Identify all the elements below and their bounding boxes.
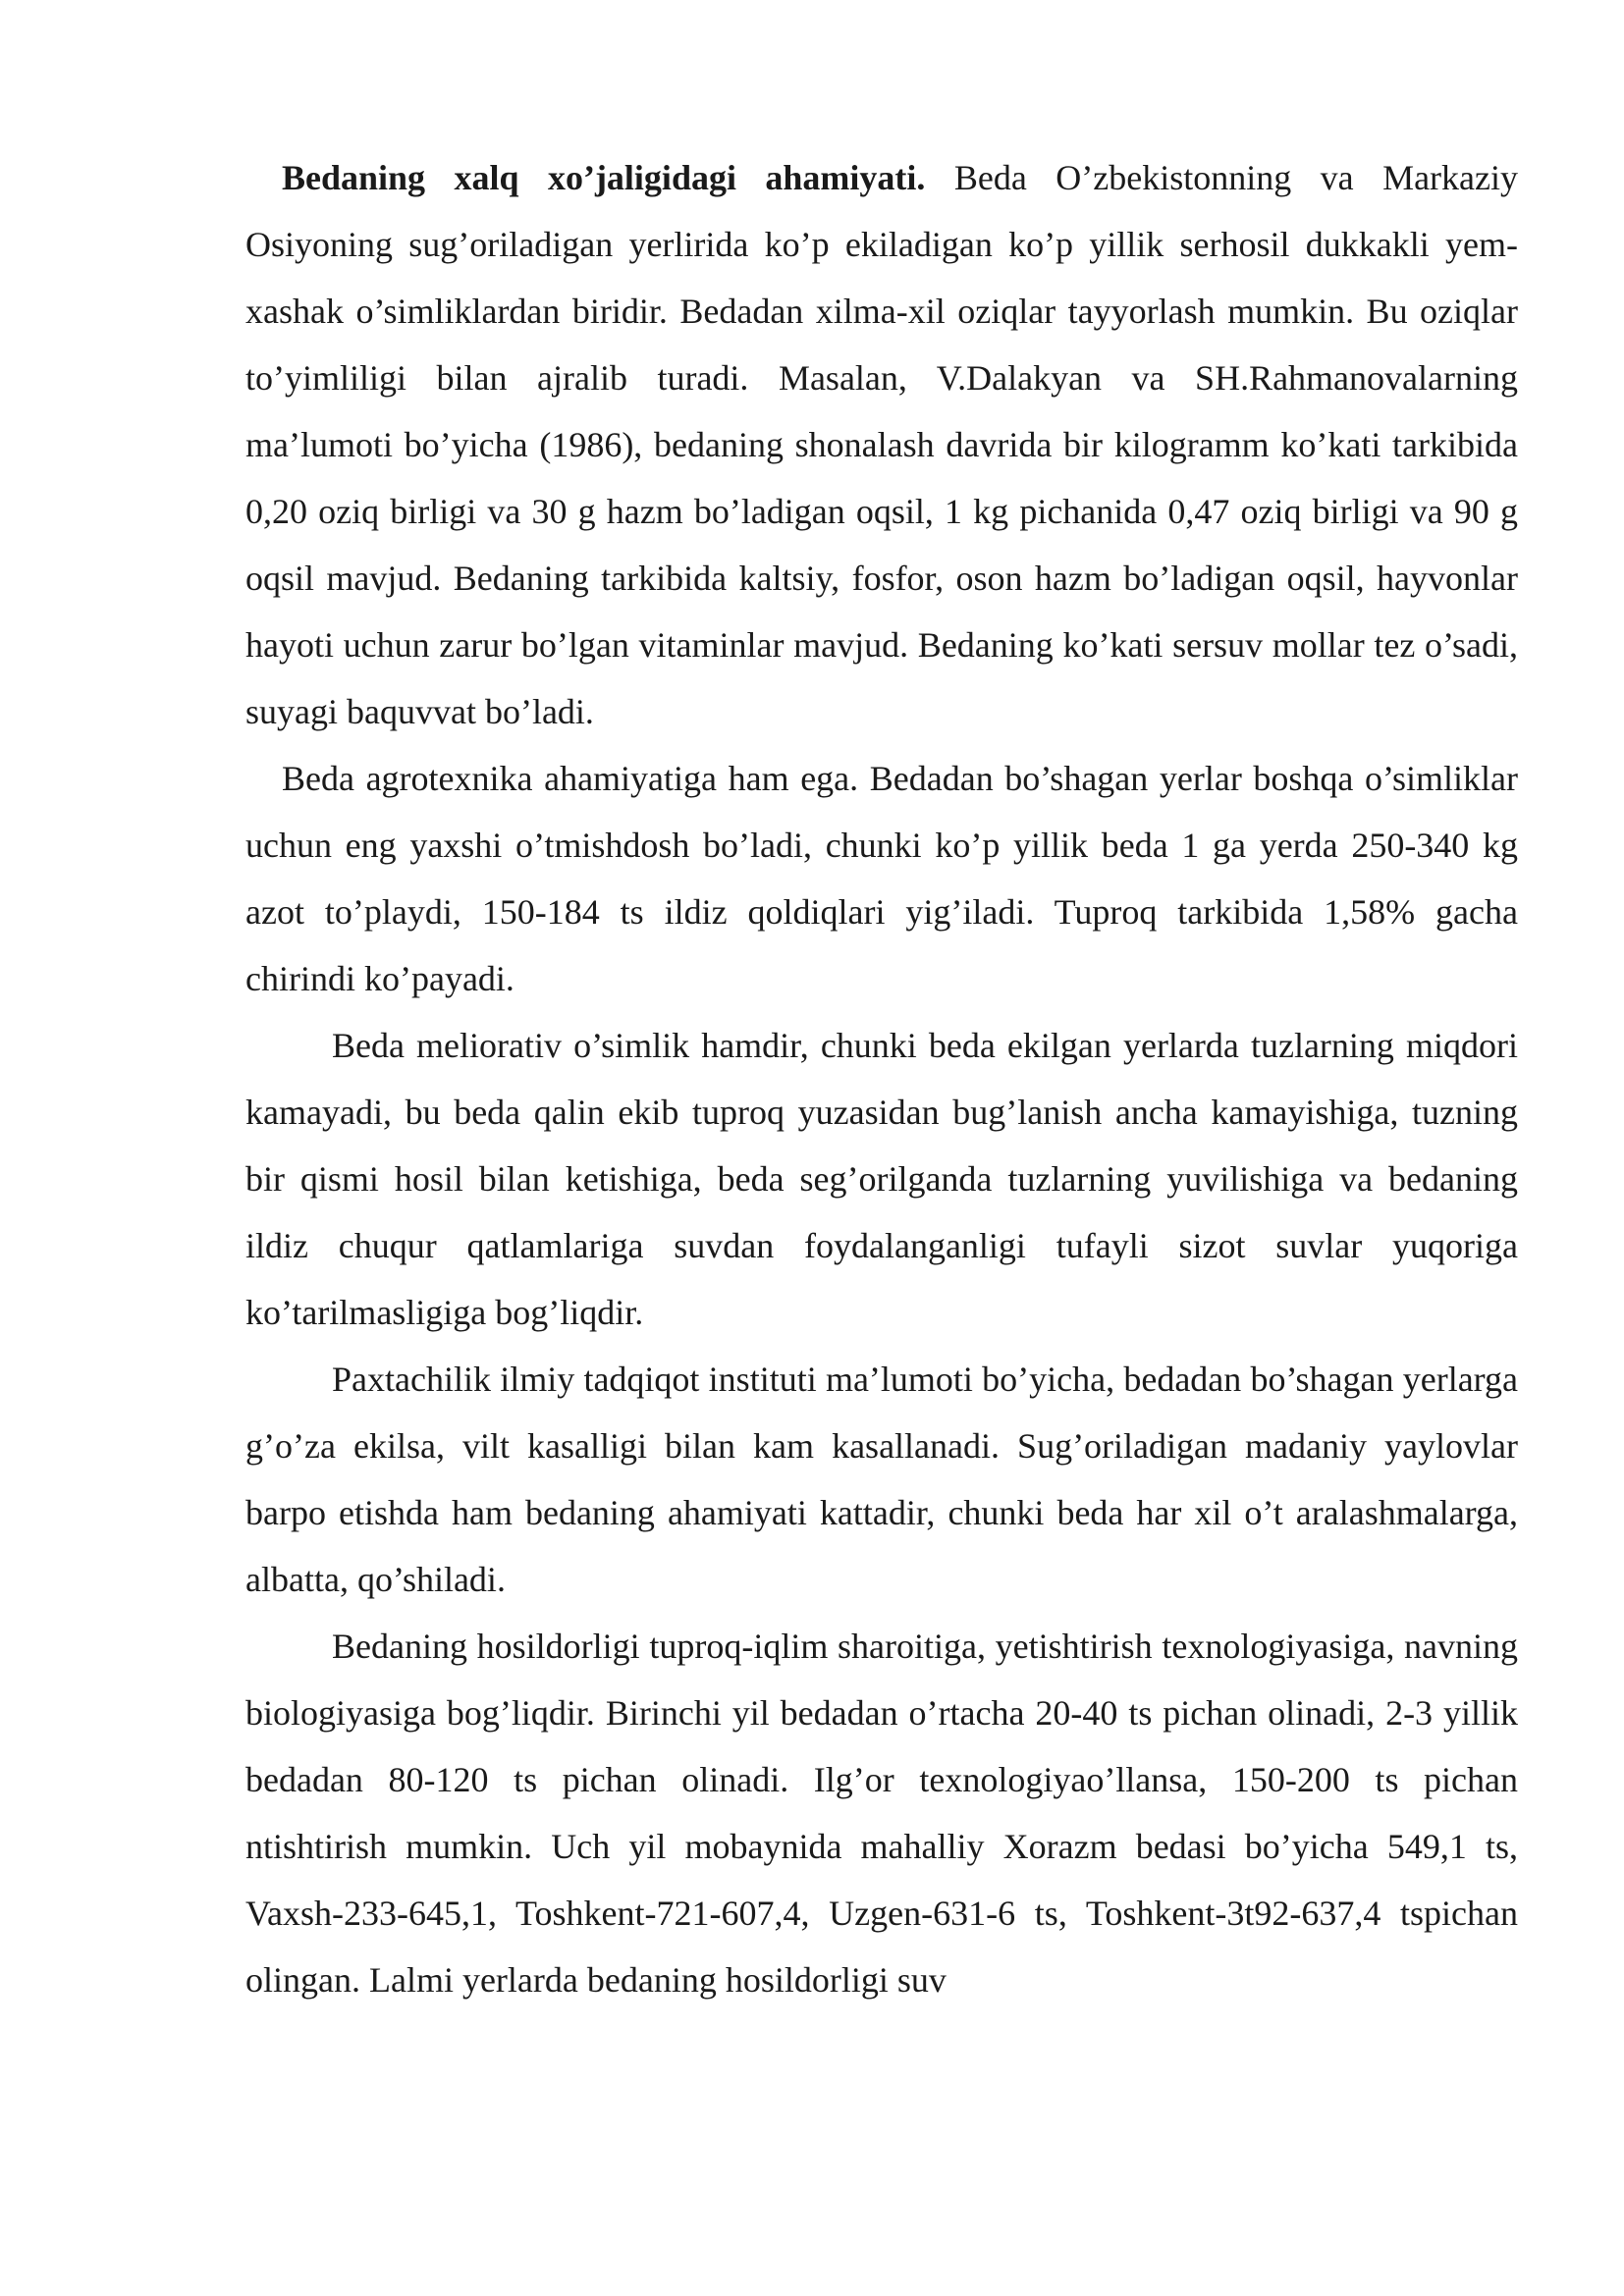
paragraph-text: Beda O’zbekistonning va Markaziy Osiyoning sug’oriladigan yerlirida ko’p ekiladigan ko’p yillik serhosil dukkakli yem-xashak o’simliklardan biridir. Bedadan xilma-xil oziqlar tayyorlash mumkin. Bu oziqlar to’yimliligi bilan ajralib turadi. Masalan, V.Dalakyan va SH.Rahmanovalarning ma’lumoti bo’yicha (1986), bedaning shonalash davrida bir kilogramm ko’kati tarkibida 0,20 oziq birligi va 30 g hazm bo’ladigan oqsil, 1 kg pichanida 0,47 oziq birligi va 90 g oqsil mavjud. Bedaning tarkibida kaltsiy, fosfor, oson hazm bo’ladigan oqsil, hayvonlar hayoti uchun zarur bo’lgan vitaminlar mavjud. Bedaning ko’kati sersuv mollar tez o’sadi, suyagi baquvvat bo’ladi.: [245, 158, 1518, 731]
document-page: [245, 144, 1518, 2013]
paragraph-cotton-institute: [245, 1346, 1518, 1613]
paragraph-text: Bedaning hosildorligi tuproq-iqlim sharoitiga, yetishtirish texnologiyasiga, navning biologiyasiga bog’liqdir. Birinchi yil bedadan o’rtacha 20-40 ts pichan olinadi, 2-3 yillik bedadan 80-120 ts pichan olinadi. Ilg’or texnologiyao’llansa, 150-200 ts pichan ntishtirish mumkin. Uch yil mobaynida mahalliy Xorazm bedasi bo’yicha 549,1 ts, Vaxsh-233-645,1, Toshkent-721-607,4, Uzgen-631-6 ts, Toshkent-3t92-637,4 tspichan olingan. Lalmi yerlarda bedaning hosildorligi suv: [245, 1627, 1518, 2000]
paragraph-text: Beda agrotexnika ahamiyatiga ham ega. Bedadan bo’shagan yerlar boshqa o’simliklar uchun eng yaxshi o’tmishdosh bo’ladi, chunki ko’p yillik beda 1 ga yerda 250-340 kg azot to’playdi, 150-184 ts ildiz qoldiqlari yig’iladi. Tuproq tarkibida 1,58% gacha chirindi ko’payadi.: [245, 759, 1518, 998]
paragraph-text: Beda meliorativ o’simlik hamdir, chunki beda ekilgan yerlarda tuzlarning miqdori kamayadi, bu beda qalin ekib tuproq yuzasidan bug’lanish ancha kamayishiga, tuzning bir qismi hosil bilan ketishiga, beda seg’orilganda tuzlarning yuvilishiga va bedaning ildiz chuqur qatlamlariga suvdan foydalanganligi tufayli sizot suvlar yuqoriga ko’tarilmasligiga bog’liqdir.: [245, 1026, 1518, 1332]
paragraph-text: Paxtachilik ilmiy tadqiqot instituti ma’lumoti bo’yicha, bedadan bo’shagan yerlarga g’o’za ekilsa, vilt kasalligi bilan kam kasallanadi. Sug’oriladigan madaniy yaylovlar barpo etishda ham bedaning ahamiyati kattadir, chunki beda har xil o’t aralashmalarga, albatta, qo’shiladi.: [245, 1360, 1518, 1599]
paragraph-importance: [245, 144, 1518, 745]
section-heading: Bedaning xalq xo’jaligidagi ahamiyati.: [282, 158, 926, 197]
paragraph-agrotechnical: [245, 745, 1518, 1012]
paragraph-meliorative: [245, 1012, 1518, 1346]
paragraph-yield: [245, 1613, 1518, 2013]
